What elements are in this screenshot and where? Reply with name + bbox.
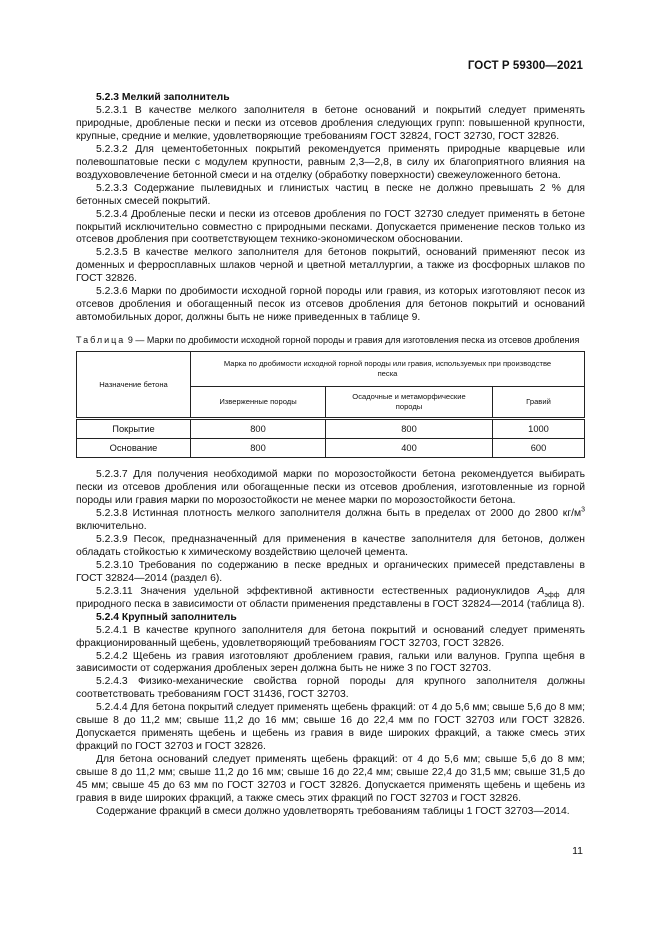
paragraph: 5.2.3.6 Марки по дробимости исходной горной породы или гравия, из которых изготовляют песок из отсевов дробления и обогащенный песок из отсевов дробления для бетонов покрытий и оснований автомобильных дорог, должны быть не ниже приведенных в таблице 9. xyxy=(76,286,585,324)
section-heading: 5.2.4 Крупный заполнитель xyxy=(96,611,237,623)
paragraph-text: для природного песка в зависимости от области применения представлены в ГОСТ 32824—2014 (таблица 8). xyxy=(76,585,585,610)
paragraph-text: 5.2.3.8 Истинная плотность мелкого заполнителя должна быть в пределах от 2000 до 2800 кг/м xyxy=(96,508,582,520)
paragraph-text: 5.2.3.11 Значения удельной эффективной активности естественных радионуклидов xyxy=(96,585,538,597)
header-col1: Изверженные породы xyxy=(191,387,326,419)
cell: 600 xyxy=(493,439,585,458)
paragraph: 5.2.4.3 Физико-механические свойства горной породы для крупного заполнителя должны соответствовать требованиям ГОСТ 31436, ГОСТ 32703. xyxy=(76,676,585,701)
header-col2: Осадочные и метаморфические породы xyxy=(326,387,493,419)
header-col3: Гравий xyxy=(493,387,585,419)
paragraph: 5.2.4.2 Щебень из гравия изготовляют дроблением гравия, гальки или валунов. Группа щебня в зависимости от содержания дробленых зерен должна быть не ниже 3 по ГОСТ 32703. xyxy=(76,650,585,675)
table-caption-text: 9 — Марки по дробимости исходной горной породы и гравия для изготовления песка из отсевов дробления xyxy=(127,335,580,346)
header-purpose: Назначение бетона xyxy=(77,352,191,419)
header-group: Марка по дробимости исходной горной породы или гравия, используемых при производстве песка xyxy=(191,352,585,387)
table-caption-label: Таблица xyxy=(76,335,126,346)
section-heading: 5.2.3 Мелкий заполнитель xyxy=(96,92,230,103)
paragraph: 5.2.3.2 Для цементобетонных покрытий рекомендуется применять природные кварцевые или полевошпатовые пески с модулем крупности, равным 2,3—2,8, в силу их благоприятного влияния на воздухововлечение бетонной смеси и на отделку (обработку поверхности) свежеуложенного бетона. xyxy=(76,143,585,181)
paragraph xyxy=(76,508,585,534)
cell: 400 xyxy=(326,439,493,458)
document-header: ГОСТ Р 59300—2021 xyxy=(467,60,583,72)
paragraph-text: включительно. xyxy=(76,520,147,532)
paragraph: 5.2.3.9 Песок, предназначенный для применения в качестве заполнителя для бетонов, должен обладать стойкостью к химическому воздействию щелочей цемента. xyxy=(76,533,585,558)
paragraph xyxy=(76,586,585,612)
table-row xyxy=(77,439,585,458)
document-body xyxy=(76,92,585,819)
cell: 1000 xyxy=(493,419,585,439)
superscript: 3 xyxy=(581,506,585,514)
row-name: Покрытие xyxy=(77,419,191,439)
symbol: А xyxy=(537,585,545,597)
paragraph: Содержание фракций в смеси должно удовлетворять требованиям таблицы 1 ГОСТ 32703—2014. xyxy=(96,805,570,817)
table-9 xyxy=(76,351,585,458)
paragraph: 5.2.4.1 В качестве крупного заполнителя для бетона покрытий и оснований следует применять фракционированный щебень, удовлетворяющий требованиям ГОСТ 32703, ГОСТ 32826. xyxy=(76,624,585,649)
paragraph: 5.2.3.5 В качестве мелкого заполнителя для бетонов покрытий, оснований применяют песок из доменных и ферросплавных шлаков черной и цветной металлургии, а также из фосфорных шлаков по ГОСТ 32826. xyxy=(76,247,585,285)
row-name: Основание xyxy=(77,439,191,458)
cell: 800 xyxy=(326,419,493,439)
table-caption xyxy=(76,335,585,346)
cell: 800 xyxy=(191,419,326,439)
paragraph: 5.2.3.3 Содержание пылевидных и глинистых частиц в песке не должно превышать 2 % для бетонных смесей покрытий. xyxy=(76,182,585,207)
cell: 800 xyxy=(191,439,326,458)
paragraph: 5.2.3.1 В качестве мелкого заполнителя в бетоне оснований и покрытий следует применять природные, дробленые пески и пески из отсевов дробления следующих групп: повышенной крупности, крупные, средние и мелкие, удовлетворяющие требованиям ГОСТ 32824, ГОСТ 32730, ГОСТ 32826. xyxy=(76,104,585,142)
table-row xyxy=(77,419,585,439)
paragraph: 5.2.3.4 Дробленые пески и пески из отсевов дробления по ГОСТ 32730 следует применять в бетоне покрытий исключительно совместно с природными песками. Допускается применение песков только из отсевов дробления при соответствующем технико-экономическом обосновании. xyxy=(76,208,585,246)
paragraph: 5.2.3.10 Требования по содержанию в песке вредных и органических примесей представлены в ГОСТ 32824—2014 (раздел 6). xyxy=(76,559,585,584)
paragraph: 5.2.4.4 Для бетона покрытий следует применять щебень фракций: от 4 до 5,6 мм; свыше 5,6 до 8 мм; свыше 8 до 11,2 мм; свыше 11,2 до 16 мм; свыше 16 до 22,4 мм по ГОСТ 32703 или ГОСТ 32826. Допускается применять щебень и щебень из гравия в виде широких фракций, а также смесь этих фракций по ГОСТ 32703 и ГОСТ 32826. xyxy=(76,702,585,753)
subscript: эфф xyxy=(544,591,560,599)
paragraph: Для бетона оснований следует применять щебень фракций: от 4 до 5,6 мм; свыше 5,6 до 8 мм; свыше 8 до 11,2 мм; свыше 11,2 до 16 мм; свыше 16 до 22,4 мм; свыше 22,4 до 31,5 мм; свыше 31,5 до 45 мм; свыше 45 до 63 мм по ГОСТ 32703 и ГОСТ 32826. Допускается применять щебень и щебень из гравия в виде широких фракций, а также смесь этих фракций по ГОСТ 32703 и ГОСТ 32826. xyxy=(76,754,585,804)
page-number: 11 xyxy=(572,845,583,857)
paragraph: 5.2.3.7 Для получения необходимой марки по морозостойкости бетона рекомендуется выбирать пески из отсевов дробления или обогащенные пески из отсевов дробления, изготовленные из горной породы или гравия марки по морозостойкости не менее марки по морозостойкости бетона. xyxy=(76,469,585,507)
